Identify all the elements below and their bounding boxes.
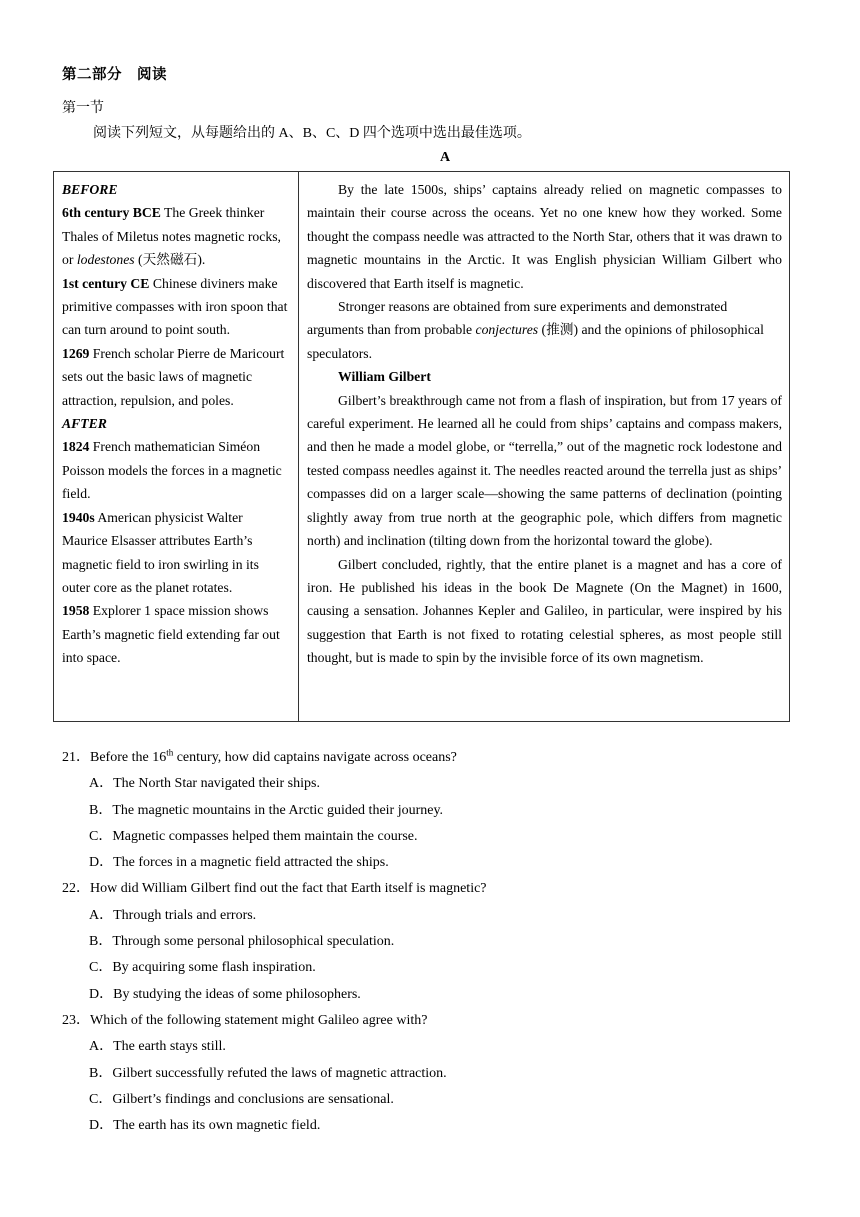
question-option: A．The North Star navigated their ships. — [89, 776, 320, 792]
question-option: A．The earth stays still. — [89, 1039, 226, 1055]
question-text: century, how did captains navigate across oceans? — [173, 750, 457, 765]
timeline-year: 1269 — [62, 345, 90, 361]
timeline-text: Explorer 1 space mission shows Earth’s magnetic field extending far out into space. — [62, 603, 280, 666]
question-option: D．The earth has its own magnetic field. — [89, 1118, 321, 1134]
question-stem: 23．Which of the following statement might Galileo agree with? — [62, 1012, 428, 1028]
question-option: B．Through some personal philosophical speculation. — [89, 934, 395, 950]
timeline-text: French mathematician Siméon Poisson models the forces in a magnetic field. — [62, 439, 282, 502]
question-option: B．Gilbert successfully refuted the laws of magnetic attraction. — [89, 1065, 447, 1081]
article-quote — [307, 295, 782, 365]
article-paragraph: Gilbert concluded, rightly, that the entire planet is a magnet and has a core of iron. He published his ideas in the book De Magnete (On the Magnet) in 1600, causing a sensation. Johannes Kepler and Galileo, in particular, were inspired by his suggestion that Earth is not fixed to rotating celestial spheres, as most people still thought, but is made to spin by the invisible force of its own magnetism. — [307, 556, 782, 666]
article-paragraph: Gilbert’s breakthrough came not from a flash of inspiration, but from 17 years of careful experiment. He learned all he could from ships’ captains and compass makers, and then he made a model globe, or “terrella,” out of the magnetic rock lodestone and tested compass needles against it. The needles reacted around the terrella just as ships’ compasses did on a larger scale—showing the same patterns of declination (pointing slightly away from true north at the geographic pole, which differs from magnetic north) and inclination (tilting down from the horizontal toward the globe). — [307, 392, 782, 549]
timeline-before-label: BEFORE — [62, 182, 118, 197]
instruction-text: 阅读下列短文，从每题给出的 A、B、C、D 四个选项中选出最佳选项。 — [93, 126, 531, 141]
article-paragraph: By the late 1500s, ships’ captains already relied on magnetic compasses to maintain their course across the oceans. Yet no one knew how they worked. Some thought the compass needle was attracted to the North Star, others that it was drawn to magnetic mountains in the Arctic. It was English physician William Gilbert who discovered that Earth itself is magnetic. — [307, 182, 782, 291]
quote-term: conjectures — [475, 322, 539, 338]
passage-letter: A — [439, 150, 451, 165]
timeline-event — [62, 435, 290, 505]
timeline-event — [62, 342, 290, 412]
question-stem: 22．How did William Gilbert find out the fact that Earth itself is magnetic? — [62, 881, 487, 897]
timeline-text: The Greek thinker Thales of Miletus notes magnetic rocks, or — [62, 205, 281, 268]
reading-passage-table — [53, 171, 790, 722]
timeline-text: (天然磁石). — [134, 252, 206, 268]
question-option: C．By acquiring some flash inspiration. — [89, 960, 316, 976]
question-stem — [62, 745, 802, 771]
timeline-text: Chinese diviners make primitive compasses with iron spoon that can turn around to point south. — [62, 275, 288, 338]
timeline-year: 1958 — [62, 603, 90, 619]
quote-text: Stronger reasons are obtained from sure experiments and demonstrated arguments than from probable — [307, 299, 728, 338]
timeline-term: lodestones — [76, 252, 135, 268]
timeline-text: American physicist Walter Maurice Elsasser attributes Earth’s magnetic field to iron swirling in its outer core as the planet rotates. — [62, 509, 259, 595]
timeline-event — [62, 201, 290, 271]
timeline-text: French scholar Pierre de Maricourt sets out the basic laws of magnetic attraction, repulsion, and poles. — [62, 345, 285, 408]
timeline-year: 1824 — [62, 439, 90, 455]
timeline-year: 6th century BCE — [62, 205, 161, 221]
question-option: D．By studying the ideas of some philosophers. — [89, 986, 361, 1002]
timeline-year: 1st century CE — [62, 275, 150, 291]
timeline-event — [62, 272, 290, 342]
question-option: B．The magnetic mountains in the Arctic guided their journey. — [89, 802, 444, 818]
timeline-event — [62, 506, 290, 600]
timeline-year: 1940s — [62, 509, 95, 525]
superscript: th — [166, 747, 174, 758]
part-title: 第二部分 阅读 — [62, 67, 167, 83]
question-list — [62, 745, 802, 1139]
question-text: 21．Before the 16 — [62, 750, 167, 765]
question-option: D．The forces in a magnetic field attracted the ships. — [89, 855, 389, 871]
article-heading: William Gilbert — [338, 369, 431, 385]
timeline-column — [54, 172, 299, 722]
quote-text: (推测) and the opinions of philosophical speculators. — [307, 322, 764, 361]
timeline-after-label: AFTER — [62, 416, 107, 432]
question-option: A．Through trials and errors. — [89, 907, 257, 923]
section-title: 第一节 — [62, 101, 104, 116]
question-option: C．Magnetic compasses helped them maintain the course. — [89, 828, 418, 844]
article-column — [299, 172, 790, 722]
timeline-event — [62, 599, 290, 669]
question-option: C．Gilbert’s findings and conclusions are sensational. — [89, 1091, 394, 1107]
